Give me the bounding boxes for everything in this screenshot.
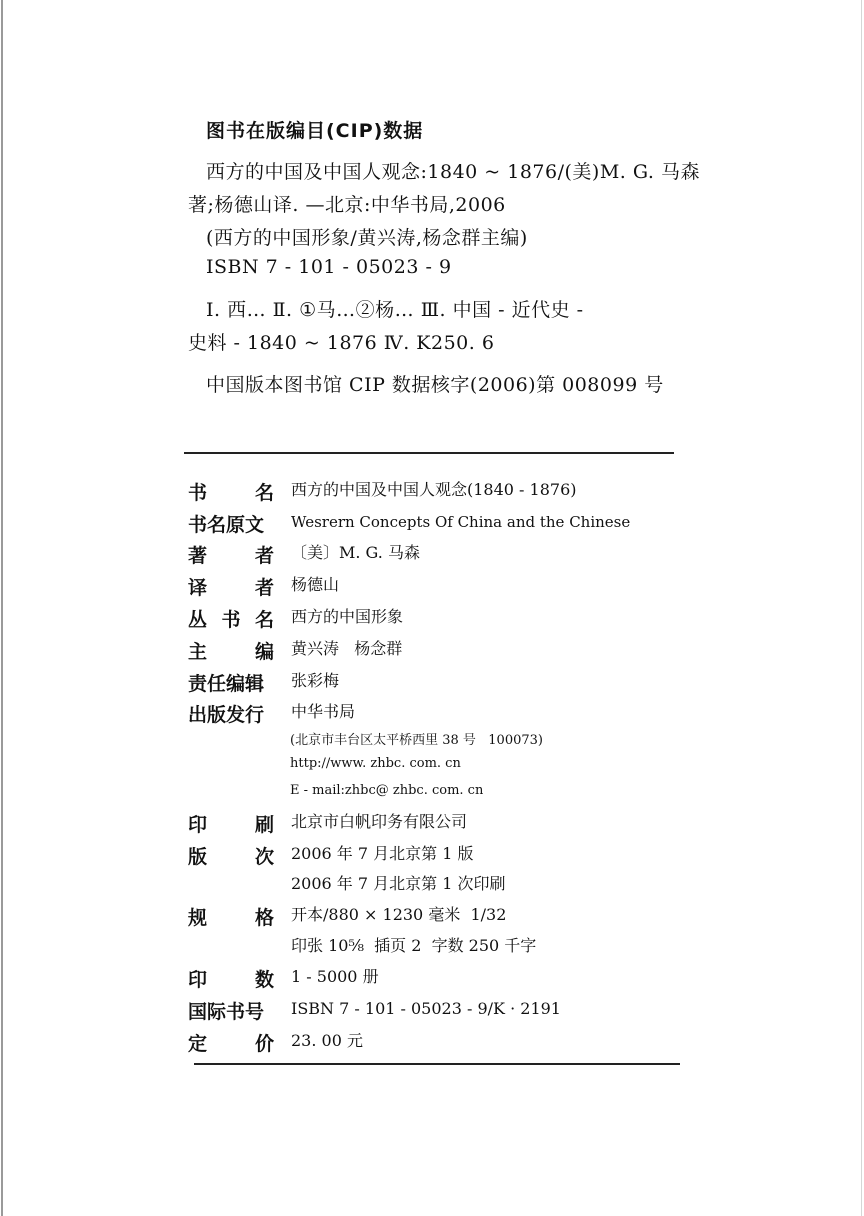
cip-line-5: Ⅰ. 西… Ⅱ. ①马…②杨… Ⅲ. 中国 - 近代史 - [206, 299, 584, 321]
publisher-email: E - mail:zhbc@ zhbc. com. cn [290, 783, 484, 798]
label-edition: 版 次 [188, 846, 274, 868]
label-publisher: 出版发行 [188, 704, 265, 726]
cip-line-1: 西方的中国及中国人观念:1840 ~ 1876/(美)M. G. 马森 [206, 161, 700, 183]
label-series: 丛 书 名 [188, 609, 274, 631]
value-isbn: ISBN 7 - 101 - 05023 - 9/K · 2191 [291, 999, 561, 1018]
value-copies: 1 - 5000 册 [291, 967, 379, 986]
cip-line-6: 史料 - 1840 ~ 1876 Ⅳ. K250. 6 [188, 332, 495, 354]
top-divider [184, 452, 674, 454]
label-spec: 规 格 [188, 907, 274, 929]
value-original-title: Wesrern Concepts Of China and the Chinese [291, 513, 631, 531]
label-book-title: 书 名 [188, 482, 274, 504]
value-responsible-editor: 张彩梅 [291, 671, 340, 690]
publisher-address: (北京市丰台区太平桥西里 38 号 100073) [290, 733, 543, 748]
page-right-edge [861, 0, 862, 1216]
label-copies: 印 数 [188, 969, 274, 991]
cip-line-3: (西方的中国形象/黄兴涛,杨念群主编) [206, 227, 528, 249]
label-price: 定 价 [188, 1033, 274, 1055]
value-format: 开本/880 × 1230 毫米 1/32 [291, 905, 507, 924]
bottom-divider [194, 1063, 680, 1065]
publisher-website: http://www. zhbc. com. cn [290, 756, 461, 771]
value-author: 〔美〕M. G. 马森 [291, 543, 420, 562]
cip-line-7: 中国版本图书馆 CIP 数据核字(2006)第 008099 号 [206, 374, 664, 396]
value-translator: 杨德山 [291, 575, 340, 594]
value-printer: 北京市白帆印务有限公司 [291, 812, 468, 831]
value-sheets: 印张 10⅝ 插页 2 字数 250 千字 [291, 936, 537, 955]
cip-line-2: 著;杨德山译. —北京:中华书局,2006 [188, 194, 506, 216]
cip-line-4: ISBN 7 - 101 - 05023 - 9 [206, 256, 452, 278]
page-left-edge [1, 0, 3, 1216]
cip-title: 图书在版编目(CIP)数据 [206, 120, 424, 142]
value-publisher: 中华书局 [291, 702, 356, 721]
label-editors: 主 编 [188, 641, 274, 663]
label-responsible-editor: 责任编辑 [188, 673, 265, 695]
value-edition: 2006 年 7 月北京第 1 版 [291, 844, 474, 863]
label-translator: 译 者 [188, 577, 274, 599]
label-original-title: 书名原文 [188, 514, 265, 536]
value-series: 西方的中国形象 [291, 607, 404, 626]
label-author: 著 者 [188, 545, 274, 567]
label-printer: 印 刷 [188, 814, 274, 836]
value-price: 23. 00 元 [291, 1031, 363, 1050]
value-editors: 黄兴涛 杨念群 [291, 639, 403, 658]
value-printing: 2006 年 7 月北京第 1 次印刷 [291, 874, 506, 893]
value-book-title: 西方的中国及中国人观念(1840 - 1876) [291, 480, 577, 499]
label-isbn: 国际书号 [188, 1001, 265, 1023]
